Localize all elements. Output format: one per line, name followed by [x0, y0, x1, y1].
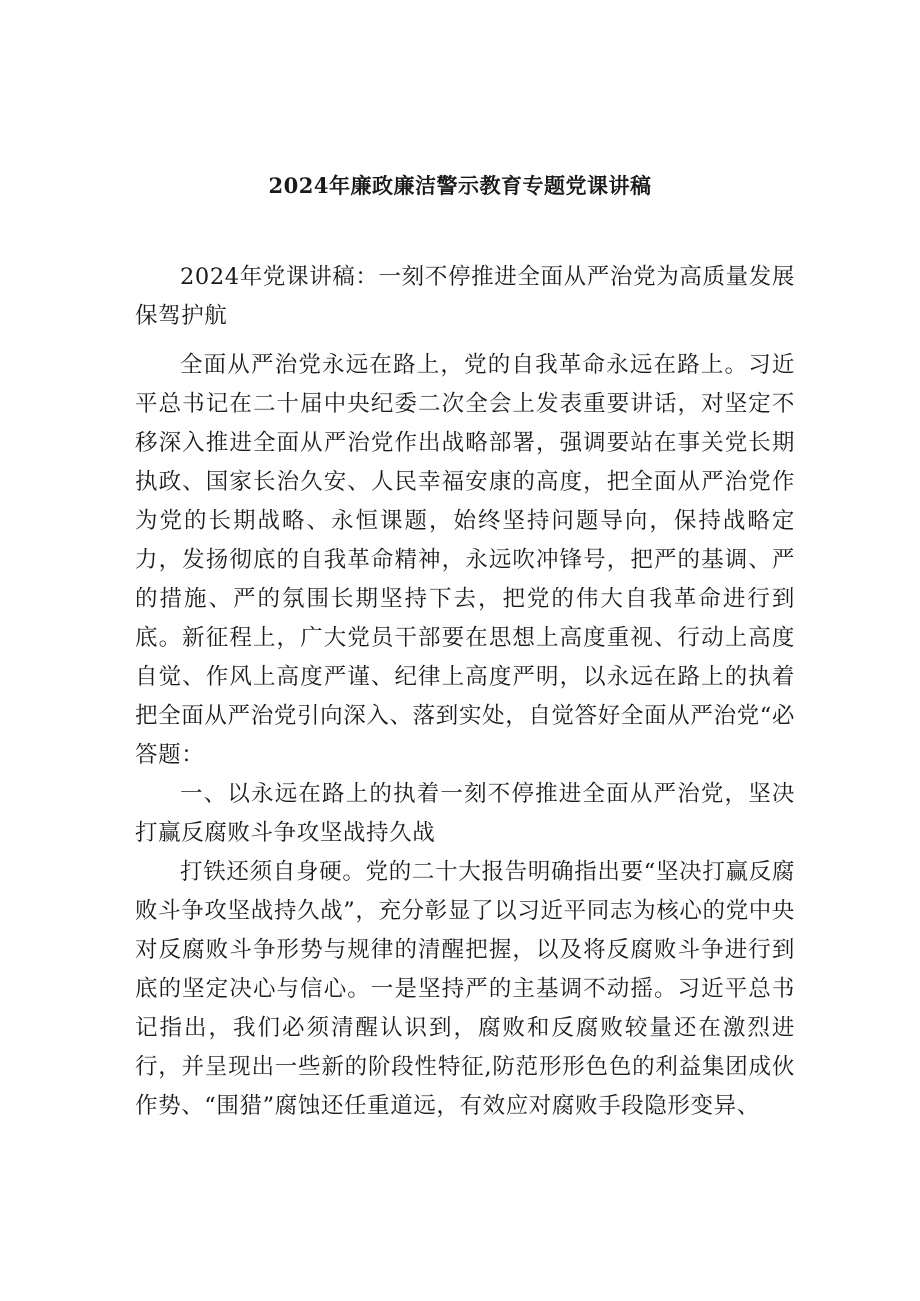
section-heading-one: 一、以永远在路上的执着一刻不停推进全面从严治党，坚决打赢反腐败斗争攻坚战持久战 — [135, 781, 795, 846]
paragraph-body: 打铁还须自身硬。党的二十大报告明确指出要“坚决打赢反腐败斗争攻坚战持久战”，充分彰显了以习近平同志为核心的党中央对反腐败斗争形势与规律的清醒把握，以及将反腐败斗争进行到底的坚定决心与信心。一是坚持严的主基调不动摇。习近平总书记指出，我们必须清醒认识到，腐败和反腐败较量还在激烈进行，并呈现出一些新的阶段性特征,防范形形色色的利益集团成伙作势、“围猎”腐蚀还任重道远，有效应对腐败手段隐形变异、 — [135, 859, 795, 1119]
document-title: 2024年廉政廉洁警示教育专题党课讲稿 — [268, 173, 652, 198]
paragraph-intro: 全面从严治党永远在路上，党的自我革命永远在路上。习近平总书记在二十届中央纪委二次全会上发表重要讲话，对坚定不移深入推进全面从严治党作出战略部署，强调要站在事关党长期执政、国家长治久安、人民幸福安康的高度，把全面从严治党作为党的长期战略、永恒课题，始终坚持问题导向，保持战略定力，发扬彻底的自我革命精神，永远吹冲锋号，把严的基调、严的措施、严的氛围长期坚持下去，把党的伟大自我革命进行到底。新征程上，广大党员干部要在思想上高度重视、行动上高度自觉、作风上高度严谨、纪律上高度严明，以永远在路上的执着把全面从严治党引向深入、落到实处，自觉答好全面从严治党“必答题： — [135, 352, 795, 768]
paragraph-subtitle: 2024年党课讲稿：一刻不停推进全面从严治党为高质量发展保驾护航 — [135, 264, 795, 329]
